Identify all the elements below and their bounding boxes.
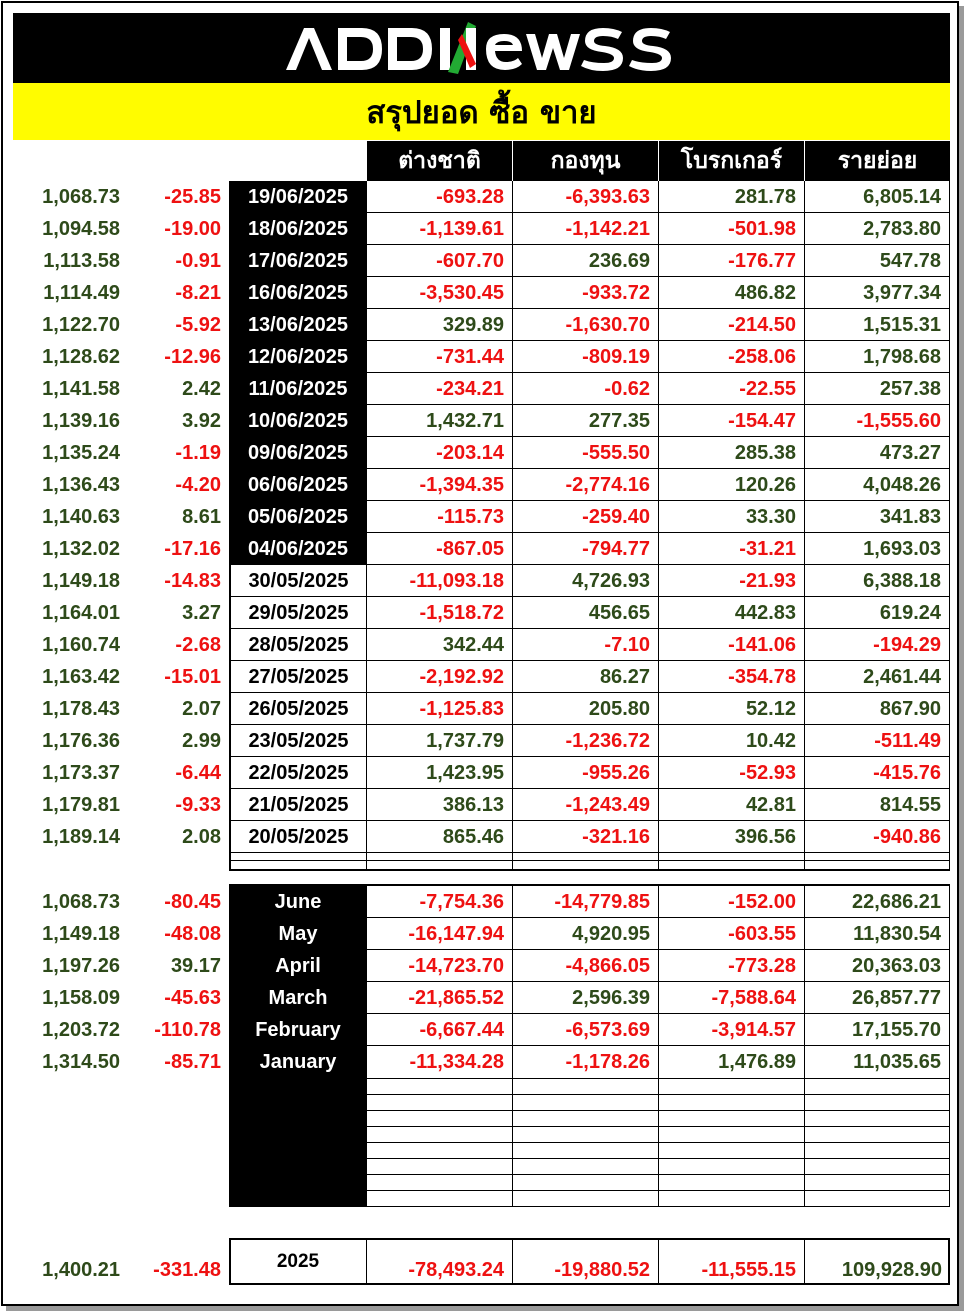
- retail-cell: 6,805.14: [805, 181, 950, 213]
- index-cell: 1,094.58: [42, 218, 120, 240]
- broker-cell: 42.81: [659, 789, 805, 821]
- fund-cell: 4,726.93: [513, 565, 659, 597]
- retail-cell: 473.27: [805, 437, 950, 469]
- retail-cell: 341.83: [805, 501, 950, 533]
- fund-cell: -14,779.85: [513, 886, 659, 918]
- date-cell: 20/05/2025: [229, 821, 367, 853]
- broker-cell: -214.50: [659, 309, 805, 341]
- year-broker: -11,555.15: [701, 1259, 796, 1281]
- change-cell: -14.83: [164, 570, 221, 592]
- index-cell: 1,132.02: [42, 538, 120, 560]
- fund-cell: 277.35: [513, 405, 659, 437]
- foreign-cell: 1,432.71: [367, 405, 513, 437]
- fund-cell: -1,142.21: [513, 213, 659, 245]
- change-cell: 2.99: [182, 730, 221, 752]
- foreign-cell: -203.14: [367, 437, 513, 469]
- date-cell: 30/05/2025: [229, 565, 367, 597]
- fund-cell: -1,178.26: [513, 1046, 659, 1078]
- broker-cell: 396.56: [659, 821, 805, 853]
- change-cell: 2.42: [182, 378, 221, 400]
- date-cell: 17/06/2025: [229, 245, 367, 277]
- broker-cell: -152.00: [659, 886, 805, 918]
- fund-cell: -809.19: [513, 341, 659, 373]
- change-cell: -0.91: [175, 250, 221, 272]
- broker-cell: -773.28: [659, 950, 805, 982]
- page-title: สรุปยอด ซื้อ ขาย: [13, 83, 950, 140]
- index-cell: 1,149.18: [42, 923, 120, 945]
- foreign-cell: -7,754.36: [367, 886, 513, 918]
- header-broker: โบรกเกอร์: [659, 141, 804, 181]
- date-cell: 18/06/2025: [229, 213, 367, 245]
- index-cell: 1,197.26: [42, 955, 120, 977]
- index-cell: 1,176.36: [42, 730, 120, 752]
- fund-cell: -7.10: [513, 629, 659, 661]
- index-cell: 1,158.09: [42, 987, 120, 1009]
- change-cell: -6.44: [175, 762, 221, 784]
- foreign-cell: -693.28: [367, 181, 513, 213]
- foreign-cell: -11,334.28: [367, 1046, 513, 1078]
- fund-cell: -4,866.05: [513, 950, 659, 982]
- index-cell: 1,135.24: [42, 442, 120, 464]
- date-cell: 19/06/2025: [229, 181, 367, 213]
- date-cell: 10/06/2025: [229, 405, 367, 437]
- date-cell: 26/05/2025: [229, 693, 367, 725]
- broker-cell: -258.06: [659, 341, 805, 373]
- foreign-cell: -16,147.94: [367, 918, 513, 950]
- month-cell: January: [259, 1051, 337, 1073]
- fund-cell: -555.50: [513, 437, 659, 469]
- change-cell: -12.96: [164, 346, 221, 368]
- foreign-cell: -867.05: [367, 533, 513, 565]
- index-cell: 1,179.81: [42, 794, 120, 816]
- change-cell: -2.68: [175, 634, 221, 656]
- foreign-cell: -1,394.35: [367, 469, 513, 501]
- month-cell: May: [278, 923, 318, 945]
- date-cell: 29/05/2025: [229, 597, 367, 629]
- change-cell: -80.45: [164, 891, 221, 913]
- retail-cell: -194.29: [805, 629, 950, 661]
- broker-cell: -354.78: [659, 661, 805, 693]
- foreign-cell: 865.46: [367, 821, 513, 853]
- index-cell: 1,122.70: [42, 314, 120, 336]
- retail-cell: 11,830.54: [805, 918, 950, 950]
- retail-cell: -940.86: [805, 821, 950, 853]
- retail-cell: 547.78: [805, 245, 950, 277]
- fund-cell: -794.77: [513, 533, 659, 565]
- date-cell: 06/06/2025: [229, 469, 367, 501]
- fund-cell: -1,236.72: [513, 725, 659, 757]
- foreign-cell: 1,423.95: [367, 757, 513, 789]
- broker-cell: -3,914.57: [659, 1014, 805, 1046]
- retail-cell: 867.90: [805, 693, 950, 725]
- broker-cell: 120.26: [659, 469, 805, 501]
- foreign-cell: -115.73: [367, 501, 513, 533]
- foreign-cell: 386.13: [367, 789, 513, 821]
- year-label: 2025: [276, 1251, 320, 1272]
- date-cell: 22/05/2025: [229, 757, 367, 789]
- retail-cell: 2,461.44: [805, 661, 950, 693]
- fund-cell: 205.80: [513, 693, 659, 725]
- broker-cell: 285.38: [659, 437, 805, 469]
- retail-cell: -511.49: [805, 725, 950, 757]
- index-cell: 1,160.74: [42, 634, 120, 656]
- change-cell: -1.19: [175, 442, 221, 464]
- index-cell: 1,140.63: [42, 506, 120, 528]
- foreign-cell: -14,723.70: [367, 950, 513, 982]
- retail-cell: 17,155.70: [805, 1014, 950, 1046]
- broker-cell: 442.83: [659, 597, 805, 629]
- retail-cell: 4,048.26: [805, 469, 950, 501]
- index-cell: 1,113.58: [43, 250, 120, 272]
- index-cell: 1,314.50: [42, 1051, 120, 1073]
- broker-cell: -154.47: [659, 405, 805, 437]
- date-cell: 09/06/2025: [229, 437, 367, 469]
- index-cell: 1,164.01: [42, 602, 120, 624]
- foreign-cell: 1,737.79: [367, 725, 513, 757]
- fund-cell: 2,596.39: [513, 982, 659, 1014]
- broker-cell: -501.98: [659, 213, 805, 245]
- change-cell: -110.78: [154, 1019, 221, 1041]
- foreign-cell: -607.70: [367, 245, 513, 277]
- grid-line: [512, 1078, 513, 1207]
- retail-cell: -1,555.60: [805, 405, 950, 437]
- retail-cell: 257.38: [805, 373, 950, 405]
- date-cell: 28/05/2025: [229, 629, 367, 661]
- index-cell: 1,178.43: [42, 698, 120, 720]
- fund-cell: -955.26: [513, 757, 659, 789]
- foreign-cell: 342.44: [367, 629, 513, 661]
- change-cell: -19.00: [164, 218, 221, 240]
- grid-line: [949, 1078, 950, 1207]
- index-cell: 1,068.73: [42, 186, 120, 208]
- index-cell: 1,173.37: [42, 762, 120, 784]
- broker-cell: 486.82: [659, 277, 805, 309]
- fund-cell: -6,573.69: [513, 1014, 659, 1046]
- year-change: -331.48: [153, 1259, 221, 1281]
- broker-cell: -31.21: [659, 533, 805, 565]
- fund-cell: 456.65: [513, 597, 659, 629]
- fund-cell: -2,774.16: [513, 469, 659, 501]
- date-cell: 11/06/2025: [229, 373, 367, 405]
- broker-cell: 52.12: [659, 693, 805, 725]
- month-cell: June: [274, 891, 322, 913]
- retail-cell: 1,798.68: [805, 341, 950, 373]
- foreign-cell: -6,667.44: [367, 1014, 513, 1046]
- fund-cell: -0.62: [513, 373, 659, 405]
- change-cell: 2.08: [182, 826, 221, 848]
- index-cell: 1,139.16: [42, 410, 120, 432]
- broker-cell: 33.30: [659, 501, 805, 533]
- date-cell: 23/05/2025: [229, 725, 367, 757]
- retail-cell: 1,693.03: [805, 533, 950, 565]
- broker-cell: -141.06: [659, 629, 805, 661]
- retail-cell: 26,857.77: [805, 982, 950, 1014]
- retail-cell: 814.55: [805, 789, 950, 821]
- date-cell: 21/05/2025: [229, 789, 367, 821]
- index-cell: 1,149.18: [42, 570, 120, 592]
- retail-cell: 1,515.31: [805, 309, 950, 341]
- broker-cell: -603.55: [659, 918, 805, 950]
- year-foreign: -78,493.24: [408, 1259, 504, 1281]
- fund-cell: 86.27: [513, 661, 659, 693]
- year-fund: -19,880.52: [554, 1259, 650, 1281]
- foreign-cell: -1,139.61: [367, 213, 513, 245]
- retail-cell: 20,363.03: [805, 950, 950, 982]
- fund-cell: 4,920.95: [513, 918, 659, 950]
- index-cell: 1,163.42: [42, 666, 120, 688]
- broker-cell: 1,476.89: [659, 1046, 805, 1078]
- fund-cell: -933.72: [513, 277, 659, 309]
- foreign-cell: -1,518.72: [367, 597, 513, 629]
- broker-cell: 281.78: [659, 181, 805, 213]
- fund-cell: 236.69: [513, 245, 659, 277]
- date-cell: 13/06/2025: [229, 309, 367, 341]
- change-cell: -9.33: [175, 794, 221, 816]
- change-cell: -48.08: [164, 923, 221, 945]
- index-cell: 1,136.43: [42, 474, 120, 496]
- foreign-cell: -11,093.18: [367, 565, 513, 597]
- foreign-cell: -2,192.92: [367, 661, 513, 693]
- change-cell: -85.71: [164, 1051, 221, 1073]
- month-cell: April: [275, 955, 321, 977]
- index-cell: 1,068.73: [42, 891, 120, 913]
- date-cell: 12/06/2025: [229, 341, 367, 373]
- change-cell: -45.63: [164, 987, 221, 1009]
- index-cell: 1,114.49: [43, 282, 120, 304]
- foreign-cell: -234.21: [367, 373, 513, 405]
- year-index: 1,400.21: [42, 1259, 120, 1281]
- retail-cell: 619.24: [805, 597, 950, 629]
- fund-cell: -321.16: [513, 821, 659, 853]
- fund-cell: -1,630.70: [513, 309, 659, 341]
- foreign-cell: -21,865.52: [367, 982, 513, 1014]
- retail-cell: 3,977.34: [805, 277, 950, 309]
- date-cell: 04/06/2025: [229, 533, 367, 565]
- retail-cell: 22,686.21: [805, 886, 950, 918]
- broker-cell: -22.55: [659, 373, 805, 405]
- grid-line: [658, 1078, 659, 1207]
- foreign-cell: 329.89: [367, 309, 513, 341]
- change-cell: 2.07: [182, 698, 221, 720]
- index-cell: 1,203.72: [42, 1019, 120, 1041]
- fund-cell: -259.40: [513, 501, 659, 533]
- date-cell: 05/06/2025: [229, 501, 367, 533]
- retail-cell: 11,035.65: [805, 1046, 950, 1078]
- fund-cell: -6,393.63: [513, 181, 659, 213]
- change-cell: 3.27: [182, 602, 221, 624]
- header-foreign: ต่างชาติ: [367, 141, 512, 181]
- change-cell: -25.85: [164, 186, 221, 208]
- index-cell: 1,189.14: [42, 826, 120, 848]
- change-cell: 39.17: [170, 955, 221, 977]
- foreign-cell: -1,125.83: [367, 693, 513, 725]
- addnewss-logo: [13, 13, 950, 83]
- header-fund: กองทุน: [513, 141, 658, 181]
- broker-cell: 10.42: [659, 725, 805, 757]
- change-cell: 3.92: [182, 410, 221, 432]
- change-cell: -8.21: [175, 282, 221, 304]
- retail-cell: 2,783.80: [805, 213, 950, 245]
- header-retail: รายย่อย: [805, 141, 950, 181]
- retail-cell: 6,388.18: [805, 565, 950, 597]
- date-cell: 16/06/2025: [229, 277, 367, 309]
- brand-banner: [13, 13, 950, 83]
- year-retail: 109,928.90: [841, 1259, 942, 1281]
- month-cell: February: [255, 1019, 341, 1041]
- retail-cell: -415.76: [805, 757, 950, 789]
- broker-cell: -7,588.64: [659, 982, 805, 1014]
- fund-cell: -1,243.49: [513, 789, 659, 821]
- change-cell: 8.61: [182, 506, 221, 528]
- change-cell: -5.92: [175, 314, 221, 336]
- change-cell: -15.01: [164, 666, 221, 688]
- broker-cell: -52.93: [659, 757, 805, 789]
- change-cell: -17.16: [164, 538, 221, 560]
- foreign-cell: -3,530.45: [367, 277, 513, 309]
- index-cell: 1,128.62: [42, 346, 120, 368]
- broker-cell: -176.77: [659, 245, 805, 277]
- date-cell: 27/05/2025: [229, 661, 367, 693]
- grid-line: [804, 1078, 805, 1207]
- index-cell: 1,141.58: [42, 378, 120, 400]
- foreign-cell: -731.44: [367, 341, 513, 373]
- broker-cell: -21.93: [659, 565, 805, 597]
- month-cell: March: [268, 987, 328, 1009]
- change-cell: -4.20: [175, 474, 221, 496]
